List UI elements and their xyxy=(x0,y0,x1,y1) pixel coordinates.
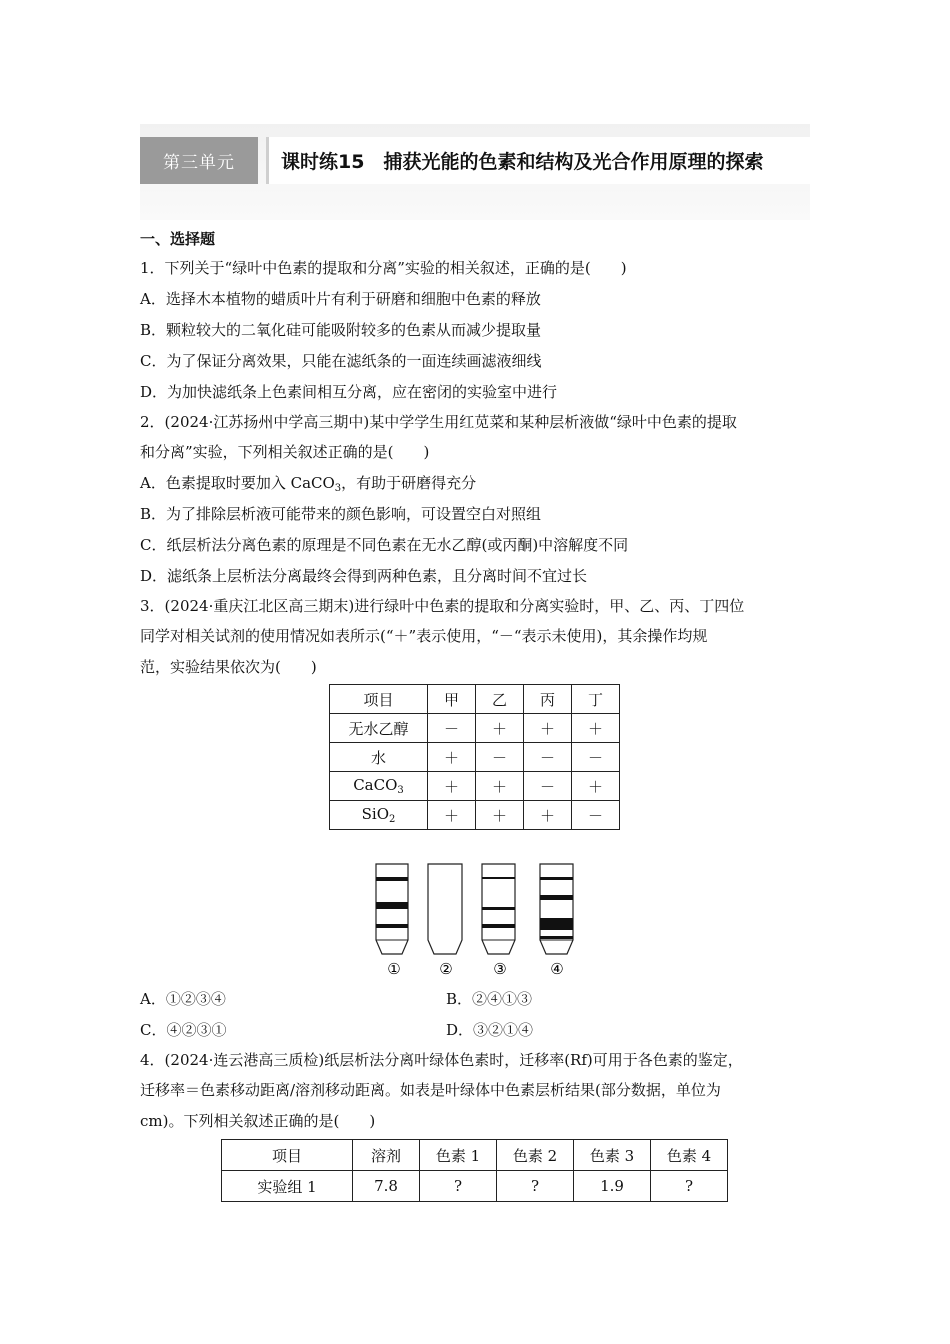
q3-option-d: D．③②①④ xyxy=(446,1021,534,1039)
pigment-band xyxy=(540,918,573,930)
rf-table-header xyxy=(222,1140,728,1171)
table-header-cell: 项目 xyxy=(222,1140,353,1171)
table-cell: ＋ xyxy=(524,714,572,743)
reagent-table xyxy=(329,684,620,830)
table-header-cell: 项目 xyxy=(330,685,428,714)
pigment-band xyxy=(540,936,573,939)
q2-option-d: D．滤纸条上层析法分离最终会得到两种色素，且分离时间不宜过长 xyxy=(140,567,588,585)
strip-3 xyxy=(482,864,515,954)
q2-stem-line1: 2．(2024·江苏扬州中学高三期中)某中学学生用红苋菜和某种层析液做“绿叶中色素的提取 xyxy=(140,413,737,431)
table-cell: － xyxy=(524,772,572,801)
row-label-text: 水 xyxy=(370,748,386,767)
q3-option-c: C．④②③① xyxy=(140,1021,227,1039)
row-label xyxy=(330,801,428,830)
q1-option-a: A．选择木本植物的蜡质叶片有利于研磨和细胞中色素的释放 xyxy=(140,290,541,308)
table-header-cell: 色素 1 xyxy=(420,1140,497,1171)
table-header-cell: 乙 xyxy=(476,685,524,714)
chromatography-strips-figure xyxy=(360,858,590,982)
table-cell: ＋ xyxy=(524,801,572,830)
pigment-band xyxy=(482,877,515,879)
table-header-cell: 色素 2 xyxy=(497,1140,574,1171)
table-header-cell: 色素 3 xyxy=(574,1140,651,1171)
table-cell: 1.9 xyxy=(574,1171,651,1202)
q2-stem-line2: 和分离”实验，下列相关叙述正确的是( ) xyxy=(140,443,430,461)
pigment-band xyxy=(540,877,573,880)
q4-stem-line3: cm)。下列相关叙述正确的是( ) xyxy=(140,1112,376,1130)
pigment-band xyxy=(376,902,408,909)
section-heading: 一、选择题 xyxy=(140,230,216,248)
table-header-cell: 丁 xyxy=(572,685,620,714)
table-row xyxy=(330,801,620,830)
rf-table xyxy=(221,1139,728,1202)
q1-stem: 1．下列关于“绿叶中色素的提取和分离”实验的相关叙述，正确的是( ) xyxy=(140,259,627,277)
row-label-sub: 3 xyxy=(397,785,404,796)
row-label xyxy=(330,743,428,772)
table-cell: － xyxy=(572,801,620,830)
row-label-text: 无水乙醇 xyxy=(348,719,409,738)
table-cell: ＋ xyxy=(428,801,476,830)
pigment-band xyxy=(540,895,573,900)
pigment-band xyxy=(482,924,515,928)
q3-stem-line1: 3．(2024·重庆江北区高三期末)进行绿叶中色素的提取和分离实验时，甲、乙、丙、丁四位 xyxy=(140,597,745,615)
strip-1 xyxy=(376,864,408,954)
strip-4 xyxy=(540,864,573,954)
table-cell: － xyxy=(428,714,476,743)
table-cell: － xyxy=(524,743,572,772)
q2-option-c: C．纸层析法分离色素的原理是不同色素在无水乙醇(或丙酮)中溶解度不同 xyxy=(140,536,629,554)
strip-label-3: ③ xyxy=(493,960,507,978)
table-header-cell: 甲 xyxy=(428,685,476,714)
q1-option-c: C．为了保证分离效果，只能在滤纸条的一面连续画滤液细线 xyxy=(140,352,542,370)
q3-option-b: B．②④①③ xyxy=(446,990,533,1008)
q2-option-a-pre: A．色素提取时要加入 CaCO xyxy=(140,474,335,492)
table-cell: ? xyxy=(651,1171,728,1202)
unit-label: 第三单元 xyxy=(140,137,258,184)
row-label: 实验组 1 xyxy=(222,1171,353,1202)
strip-2 xyxy=(428,864,462,954)
table-header-cell: 溶剂 xyxy=(353,1140,420,1171)
table-row xyxy=(222,1171,728,1202)
q1-option-b: B．颗粒较大的二氧化硅可能吸附较多的色素从而减少提取量 xyxy=(140,321,542,339)
table-cell: － xyxy=(476,743,524,772)
q2-option-a-sub: 3 xyxy=(334,483,342,494)
row-label xyxy=(330,714,428,743)
q4-stem-line1: 4．(2024·连云港高三质检)纸层析法分离叶绿体色素时，迁移率(Rf)可用于各色素的鉴定， xyxy=(140,1051,743,1069)
q3-stem-line2: 同学对相关试剂的使用情况如表所示(“＋”表示使用，“－“表示未使用)，其余操作均规 xyxy=(140,627,708,645)
q2-option-a-post: ，有助于研磨得充分 xyxy=(341,474,477,492)
pigment-band xyxy=(376,924,408,928)
row-label-text: CaCO xyxy=(353,776,398,794)
strip-label-2: ② xyxy=(439,960,453,978)
table-cell: ＋ xyxy=(428,772,476,801)
table-cell: ＋ xyxy=(572,772,620,801)
table-cell: 7.8 xyxy=(353,1171,420,1202)
table-cell: ? xyxy=(497,1171,574,1202)
q3-option-a: A．①②③④ xyxy=(140,990,226,1008)
row-label xyxy=(330,772,428,801)
pigment-band xyxy=(376,877,408,881)
q2-option-a xyxy=(140,473,476,499)
table-cell: － xyxy=(572,743,620,772)
table-cell: ＋ xyxy=(572,714,620,743)
strip-label-1: ① xyxy=(387,960,401,978)
table-row xyxy=(330,743,620,772)
q2-option-b: B．为了排除层析液可能带来的颜色影响，可设置空白对照组 xyxy=(140,505,542,523)
row-label-sub: 2 xyxy=(389,814,396,825)
table-cell: ＋ xyxy=(476,772,524,801)
table-header-cell: 丙 xyxy=(524,685,572,714)
strip-label-4: ④ xyxy=(550,960,564,978)
table-cell: ＋ xyxy=(476,801,524,830)
table-cell: ＋ xyxy=(476,714,524,743)
reagent-table-header xyxy=(330,685,620,714)
table-row xyxy=(330,772,620,801)
q1-option-d: D．为加快滤纸条上色素间相互分离，应在密闭的实验室中进行 xyxy=(140,383,558,401)
q3-stem-line3: 范，实验结果依次为( ) xyxy=(140,658,317,676)
table-cell: ＋ xyxy=(428,743,476,772)
table-row xyxy=(330,714,620,743)
table-cell: ? xyxy=(420,1171,497,1202)
q4-stem-line2: 迁移率＝色素移动距离/溶剂移动距离。如表是叶绿体中色素层析结果(部分数据，单位为 xyxy=(140,1081,721,1099)
pigment-band xyxy=(482,907,515,910)
row-label-text: SiO xyxy=(361,805,389,823)
table-header-cell: 色素 4 xyxy=(651,1140,728,1171)
lesson-title: 课时练15 捕获光能的色素和结构及光合作用原理的探索 xyxy=(266,137,810,184)
